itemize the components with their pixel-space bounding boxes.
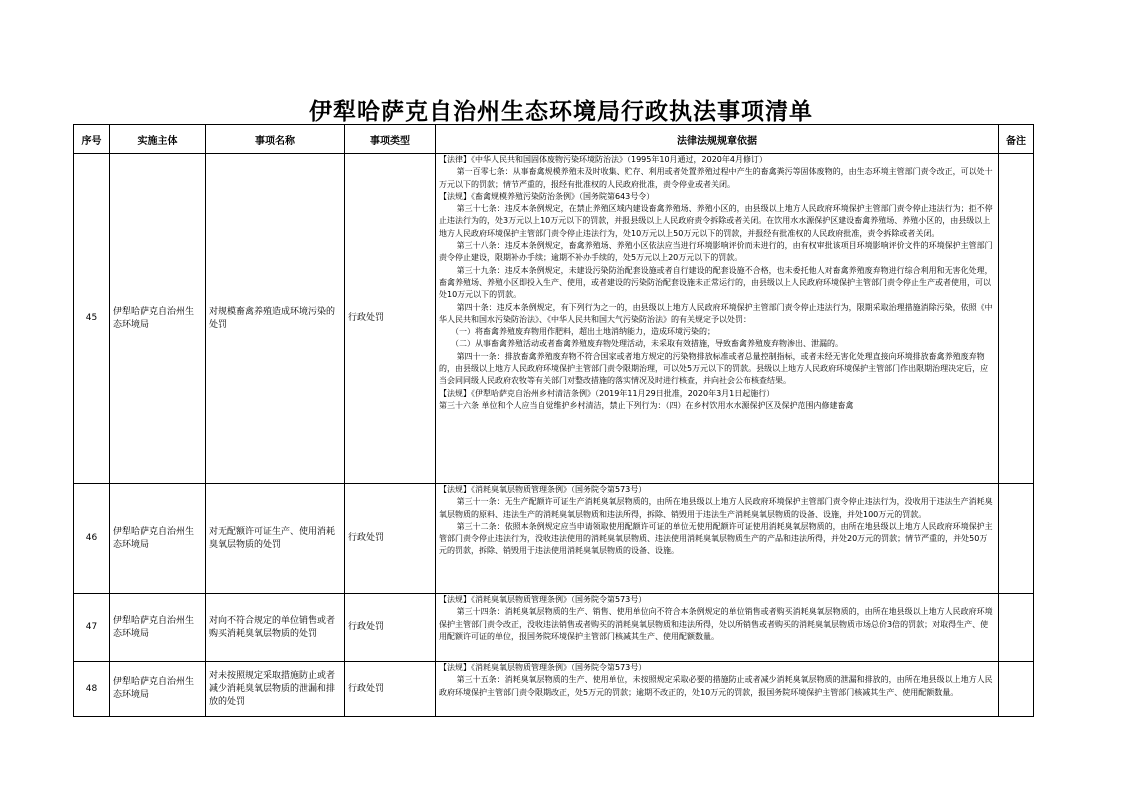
basis-line: 第三十六条 单位和个人应当自觉维护乡村清洁，禁止下列行为：（四）在乡村饮用水水源保护区及保护范围内修建畜禽 xyxy=(439,400,854,410)
row-item-name: 对规模畜禽养殖造成环境污染的处罚 xyxy=(206,154,345,484)
header-subject: 实施主体 xyxy=(110,125,206,154)
row-number: 46 xyxy=(74,484,110,594)
header-no: 序号 xyxy=(74,125,110,154)
row-subject: 伊犁哈萨克自治州生态环境局 xyxy=(110,154,206,484)
row-item-type: 行政处罚 xyxy=(345,594,436,662)
row-number: 48 xyxy=(74,662,110,717)
basis-line: 【法律】《中华人民共和国固体废物污染环境防治法》（1995年10月通过，2020年4月修订） xyxy=(439,155,767,164)
row-number: 45 xyxy=(74,154,110,484)
row-legal-basis xyxy=(436,484,999,594)
basis-line: （二）从事畜禽养殖活动或者畜禽养殖废弃物处理活动，未采取有效措施，导致畜禽养殖废弃物渗出、泄漏的。 xyxy=(451,339,843,349)
row-number: 47 xyxy=(74,594,110,662)
page-title: 伊犁哈萨克自治州生态环境局行政执法事项清单 xyxy=(309,98,813,125)
basis-line: 【法规】《消耗臭氧层物质管理条例》（国务院令第573号） xyxy=(439,663,647,672)
row-legal-basis xyxy=(436,154,999,484)
table-row xyxy=(74,662,1034,717)
basis-line: 第三十八条：违反本条例规定，畜禽养殖场、养殖小区依法应当进行环境影响评价而未进行的，由有权审批该项目环境影响评价文件的环境保护主管部门责令停止建设，限期补办手续；逾期不补办手续的，处5万元以上20万元以下的罚款。 xyxy=(439,241,993,263)
row-legal-basis xyxy=(436,594,999,662)
header-remark: 备注 xyxy=(999,125,1034,154)
table-row xyxy=(74,484,1034,594)
row-item-type: 行政处罚 xyxy=(345,484,436,594)
basis-line: 第四十一条：排放畜禽养殖废弃物不符合国家或者地方规定的污染物排放标准或者总量控制指标，或者未经无害化处理直接向环境排放畜禽养殖废弃物的，由县级以上地方人民政府环境保护主管部门责令限期治理，可以处5万元以下的罚款。县级以上地方人民政府环境保护主管部门作出限期治理决定后，应当会同同级人民政府农牧等有关部门对整改措施的落实情况及时进行核查，并向社会公布核查结果。 xyxy=(439,351,989,386)
basis-line: 第三十四条：消耗臭氧层物质的生产、销售、使用单位向不符合本条例规定的单位销售或者购买消耗臭氧层物质的，由所在地县级以上地方人民政府环境保护主管部门责令改正，没收违法销售或者购买的消耗臭氧层物质和违法所得，处以所销售或者购买的消耗臭氧层物质市场总价3倍的罚款；对取得生产、使用配额许可证的单位，报国务院环境保护主管部门核减其生产、使用配额数量。 xyxy=(439,607,993,641)
row-subject: 伊犁哈萨克自治州生态环境局 xyxy=(110,484,206,594)
basis-line: 第三十一条：无生产配额许可证生产消耗臭氧层物质的，由所在地县级以上地方人民政府环境保护主管部门责令停止违法行为，没收用于违法生产消耗臭氧层物质的原料、违法生产的消耗臭氧层物质和违法所得，拆除、销毁用于违法生产消耗臭氧层物质的设备、设施，并处100万元的罚款。 xyxy=(439,497,993,519)
basis-line: 第三十二条：依照本条例规定应当申请领取使用配额许可证的单位无使用配额许可证使用消耗臭氧层物质的，由所在地县级以上地方人民政府环境保护主管部门责令停止违法行为，没收违法使用的消耗臭氧层物质、违法使用消耗臭氧层物质生产的产品和违法所得，并处20万元的罚款；情节严重的，并处50万元的罚款，拆除、销毁用于违法使用消耗臭氧层物质的设备、设施。 xyxy=(439,521,993,556)
row-item-name: 对未按照规定采取措施防止或者减少消耗臭氧层物质的泄漏和排放的处罚 xyxy=(206,662,345,717)
row-item-name: 对向不符合规定的单位销售或者购买消耗臭氧层物质的处罚 xyxy=(206,594,345,662)
basis-line: 第三十五条：消耗臭氧层物质的生产、使用单位，未按照规定采取必要的措施防止或者减少消耗臭氧层物质的泄漏和排放的，由所在地县级以上地方人民政府环境保护主管部门责令限期改正，处5万元的罚款；逾期不改正的，处10万元的罚款，报国务院环境保护主管部门核减其生产、使用配额数量。 xyxy=(439,675,993,697)
header-basis: 法律法规规章依据 xyxy=(436,125,999,154)
basis-line: 【法规】《消耗臭氧层物质管理条例》（国务院令第573号） xyxy=(439,595,647,604)
row-item-name: 对无配额许可证生产、使用消耗臭氧层物质的处罚 xyxy=(206,484,345,594)
row-remark xyxy=(999,662,1034,717)
row-remark xyxy=(999,154,1034,484)
header-row xyxy=(74,125,1034,154)
row-item-type: 行政处罚 xyxy=(345,154,436,484)
row-legal-basis xyxy=(436,662,999,717)
row-remark xyxy=(999,594,1034,662)
basis-line: （一）将畜禽养殖废弃物用作肥料，超出土地消纳能力，造成环境污染的； xyxy=(451,327,715,337)
enforcement-table xyxy=(73,124,1034,717)
table-row xyxy=(74,154,1034,484)
row-remark xyxy=(999,484,1034,594)
basis-line: 【法规】《畜禽规模养殖污染防治条例》（国务院第643号令） xyxy=(439,191,655,201)
basis-line: 第四十条：违反本条例规定，有下列行为之一的，由县级以上地方人民政府环境保护主管部门责令停止违法行为，限期采取治理措施消除污染，依照《中华人民共和国水污染防治法》、《中华人民共和国大气污染防治法》的有关规定予以处罚： xyxy=(439,302,993,324)
basis-line: 【法规】《伊犁哈萨克自治州乡村清洁条例》（2019年11月29日批准，2020年3月1日起施行） xyxy=(439,388,775,398)
row-subject: 伊犁哈萨克自治州生态环境局 xyxy=(110,662,206,717)
basis-line: 第三十七条：违反本条例规定，在禁止养殖区域内建设畜禽养殖场、养殖小区的，由县级以上地方人民政府环境保护主管部门责令停止违法行为；拒不停止违法行为的，处3万元以上10万元以下的罚款，并报县级以上人民政府责令拆除或者关闭。在饮用水水源保护区建设畜禽养殖场、养殖小区的，由县级以上地方人民政府环境保护主管部门责令停止违法行为，处10万元以上50万元以下的罚款，并报经有批准权的人民政府批准，责令拆除或者关闭。 xyxy=(439,204,993,238)
basis-line: 第一百零七条：从事畜禽规模养殖未及时收集、贮存、利用或者处置养殖过程中产生的畜禽粪污等固体废物的，由生态环境主管部门责令改正，可以处十万元以下的罚款；情节严重的，报经有批准权的人民政府批准，责令停业或者关闭。 xyxy=(439,167,993,189)
header-name: 事项名称 xyxy=(206,125,345,154)
row-subject: 伊犁哈萨克自治州生态环境局 xyxy=(110,594,206,662)
table-row xyxy=(74,594,1034,662)
basis-line: 第三十九条：违反本条例规定，未建设污染防治配套设施或者自行建设的配套设施不合格，也未委托他人对畜禽养殖废弃物进行综合利用和无害化处理，畜禽养殖场、养殖小区即投入生产、使用，或者建设的污染防治配套设施未正常运行的，由县级以上人民政府环境保护主管部门责令停止生产或者使用，可以处10万元以下的罚款。 xyxy=(439,265,993,300)
row-item-type: 行政处罚 xyxy=(345,662,436,717)
basis-line: 【法规】《消耗臭氧层物质管理条例》（国务院令第573号） xyxy=(439,485,647,494)
header-type: 事项类型 xyxy=(345,125,436,154)
